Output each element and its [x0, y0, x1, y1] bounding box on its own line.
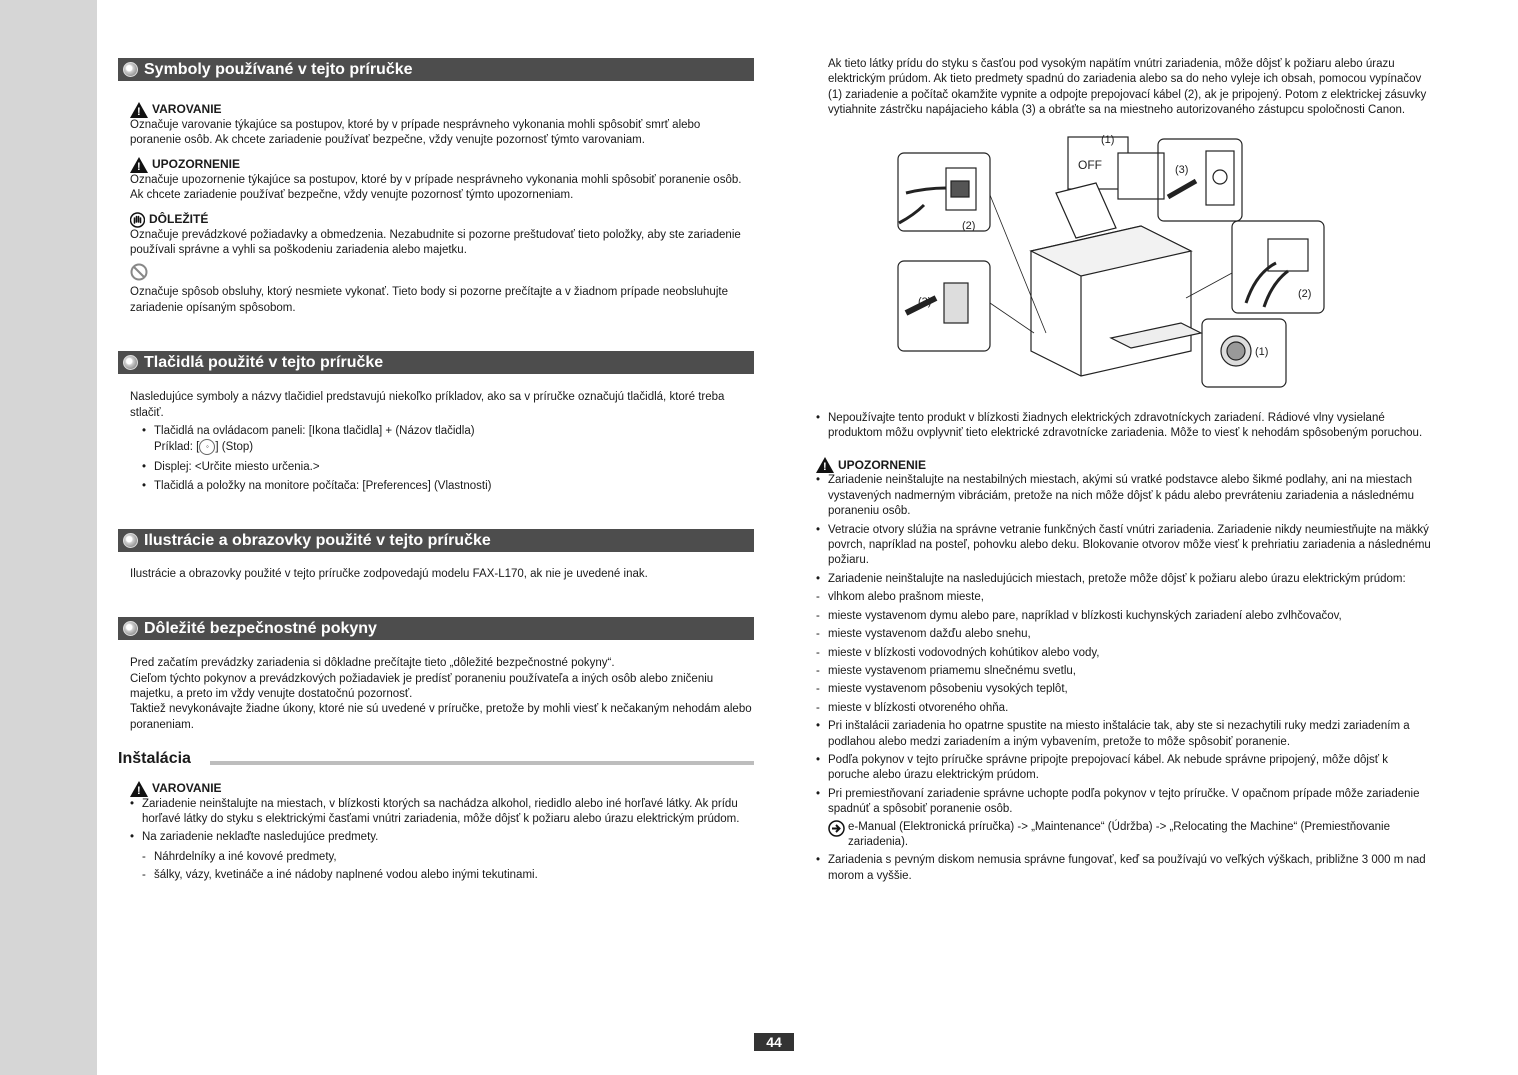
list-item: • Zariadenie neinštalujte na nasledujúcich miestach, pretože môže dôjsť k požiaru alebo úrazu elektrickým prúdom: [816, 572, 1432, 587]
caution-label [816, 457, 1432, 473]
section-title: Tlačidlá použité v tejto príručke [144, 354, 384, 372]
list-item: - mieste vystavenom pôsobeniu vysokých teplôt, [816, 682, 1432, 697]
section-title: Ilustrácie a obrazovky použité v tejto príručke [144, 531, 491, 549]
section-header-illustrations [118, 529, 754, 552]
caution-description: Označuje upozornenie týkajúce sa postupov, ktoré by v prípade nesprávneho vykonania mohli spôsobiť poranenie osôb. Ak chcete zariadenie používať bezpečne, vždy venujte pozornosť týmto upozorneniam. [130, 173, 742, 202]
caution-label [118, 157, 754, 173]
important-label [118, 212, 754, 228]
safety-line-3: Taktiež nevykonávajte žiadne úkony, ktoré nie sú uvedené v príručke, pretože by mohli viesť k nečakaným nehodám alebo poraneniam. [130, 703, 752, 731]
list-item: • Nepoužívajte tento produkt v blízkosti žiadnych elektrických zdravotníckych zariadení. Rádiové vlny vysielané produktom môžu ovplyvniť tieto elektrické zdravotnícke zariadenia. Môže to viesť k nehodám spôsobeným poruchou. [816, 411, 1432, 442]
list-item: • Pri inštalácii zariadenia ho opatrne spustite na miesto inštalácie tak, aby ste si nezachytili ruky medzi zariadením a podlahou alebo medzi zariadením a iným vybavením, pretože to môže spôsobiť poranenie. [816, 719, 1432, 750]
list-item: • Pri premiestňovaní zariadenie správne uchopte podľa pokynov v tejto príručke. V opačnom prípade môže zariadenie spadnúť a spôsobiť poranenie osôb. [816, 787, 1432, 818]
list-item: • Podľa pokynov v tejto príručke správne pripojte prepojovací kábel. Ak nebude správne pripojený, môže dôjsť k poruche alebo úrazu elektrickým prúdom. [816, 753, 1432, 784]
section-title: Dôležité bezpečnostné pokyny [144, 619, 377, 637]
list-item: - mieste v blízkosti otvoreného ohňa. [816, 701, 1432, 716]
safety-line-2: Cieľom týchto pokynov a prevádzkových požiadaviek je predísť poraneniu používateľa a iných osôb alebo zničeniu majetku, a preto im vždy venujte dostatočnú pozornosť. [130, 672, 714, 700]
list-item: - mieste vystavenom priamemu slnečnému svetlu, [816, 664, 1432, 679]
list-item: - Náhrdelníky a iné kovové predmety, [142, 850, 754, 865]
installation-title: Inštalácia [118, 750, 191, 768]
warning-label-text: VAROVANIE [152, 780, 222, 795]
caution-list-continued [816, 719, 1432, 817]
hand-stop-icon [130, 212, 145, 228]
list-item: - mieste vystavenom dymu alebo pare, napríklad v blízkosti kuchynských zariadení alebo zvlhčovačov, [816, 609, 1432, 624]
section-header-symbols [118, 58, 754, 81]
section-title: Symboly používané v tejto príručke [144, 60, 413, 78]
stop-button-icon: ◦ [199, 439, 215, 455]
heading-rule [210, 761, 754, 765]
altitude-list [816, 853, 1432, 884]
warning-triangle-icon [130, 157, 148, 173]
section-bullet-icon [123, 621, 138, 636]
section-header-buttons [118, 351, 754, 374]
caution-label-text: UPOZORNENIE [838, 457, 927, 472]
list-item: • Zariadenie neinštalujte na miestach, v blízkosti ktorých sa nachádza alkohol, riedidlo alebo iné horľavé látky. Ak prídu horľavé látky do styku s elektrickými časťami vnútri zariadenia, môže dôjsť k požiaru alebo úrazu elektrickým prúdom. [130, 797, 754, 828]
reference-arrow-icon [828, 820, 845, 837]
warning-triangle-icon [816, 457, 834, 473]
shutdown-illustration [896, 133, 1356, 393]
list-item: - mieste vystavenom dažďu alebo snehu, [816, 627, 1432, 642]
section-header-safety [118, 617, 754, 640]
list-item: • Tlačidlá a položky na monitore počítača: [Preferences] (Vlastnosti) [142, 479, 754, 494]
page-number: 44 [754, 1033, 794, 1051]
list-item: • Vetracie otvory slúžia na správne vetranie funkčných častí vnútri zariadenia. Zariadenie nikdy neumiestňujte na mäkký povrch, napríklad na posteľ, pohovku alebo deku. Blokovanie otvorov môže viesť k prehriatiu zariadenia a následnému požiaru. [816, 523, 1432, 569]
prohibited-description: Označuje spôsob obsluhy, ktorý nesmiete vykonať. Tieto body si pozorne prečítajte a v žiadnom prípade neobsluhujte zariadenie opísaným spôsobom. [130, 286, 728, 314]
installation-sublist [118, 850, 754, 884]
warning-triangle-icon [130, 102, 148, 118]
emanual-link[interactable]: e-Manual (Elektronická príručka) -> „Maintenance“ (Údržba) -> „Relocating the Machine“ (Premiestňovanie zariadenia). [848, 820, 1390, 848]
warning-description: Označuje varovanie týkajúce sa postupov, ktoré by v prípade nesprávneho vykonania mohli spôsobiť smrť alebo poranenie osôb. Ak chcete zariadenie používať bezpečne, vždy venujte pozornosť týmto varovaniam. [130, 119, 701, 147]
section-bullet-icon [123, 62, 138, 77]
page-margin-bar [0, 0, 97, 1075]
figure-label: (3) [1175, 163, 1189, 176]
figure-label: (2) [962, 219, 976, 232]
list-item: • Zariadenie neinštalujte na nestabilných miestach, akými sú vratké podstavce alebo šikmé podlahy, ani na miestach vystavených nadmerným vibráciám, pretože na nich môže dôjsť k pádu alebo prevráteniu zariadenia a následnému poraneniu osôb. [816, 473, 1432, 519]
list-item: - vlhkom alebo prašnom mieste, [816, 590, 1432, 605]
places-list [816, 590, 1432, 716]
prohibited-icon [130, 263, 148, 281]
intro-paragraph: Ak tieto látky prídu do styku s časťou pod vysokým napätím vnútri zariadenia, môže dôjsť k požiaru alebo úrazu elektrickým prúdom. Ak tieto predmety spadnú do zariadenia alebo sa do neho vyleje ich obsah, pomocou vypínačov (1) zariadenie a počítač okamžite vypnite a odpojte prepojovací kábel (2), ak je pripojený. Potom z elektrickej zásuvky vytiahnite zástrčku napájacieho kábla (3) a obráťte sa na miestneho autorizovaného zástupcu spoločnosti Canon. [828, 58, 1427, 117]
list-item: • Displej: <Určite miesto určenia.> [142, 460, 754, 475]
illustrations-text: Ilustrácie a obrazovky použité v tejto príručke zodpovedajú modelu FAX-L170, ak nie je uvedené inak. [130, 567, 648, 580]
figure-label: (2) [1298, 287, 1312, 300]
list-item: • Tlačidlá na ovládacom paneli: [Ikona tlačidla] + (Názov tlačidla) Príklad: [ ◦ ] (Stop) [142, 424, 754, 456]
warning-label-text: VAROVANIE [152, 102, 222, 117]
installation-heading [118, 751, 754, 766]
list-item: - mieste v blízkosti vodovodných kohútikov alebo vody, [816, 646, 1432, 661]
buttons-intro: Nasledujúce symboly a názvy tlačidiel predstavujú niekoľko príkladov, ako sa v príručke označujú tlačidlá, ktoré treba stlačiť. [130, 391, 725, 419]
figure-label: (1) [1101, 133, 1115, 146]
caution-list [816, 473, 1432, 587]
warning-triangle-icon [130, 781, 148, 797]
important-label-text: DÔLEŽITÉ [149, 211, 209, 226]
left-column [118, 58, 754, 887]
safety-line-1: Pred začatím prevádzky zariadenia si dôkladne prečítajte tieto „dôležité bezpečnostné pokyny“. [130, 657, 615, 670]
figure-label: (3) [918, 295, 932, 308]
section-bullet-icon [123, 533, 138, 548]
caution-label-text: UPOZORNENIE [152, 157, 241, 172]
important-description: Označuje prevádzkové požiadavky a obmedzenia. Nezabudnite si pozorne preštudovať tieto položky, aby ste zariadenie používali správne a vyhli sa poškodeniu zariadenia alebo majetku. [130, 228, 741, 257]
installation-warning-list [118, 797, 754, 846]
warning-label [118, 781, 754, 797]
buttons-list [118, 424, 754, 495]
figure-label: (1) [1255, 345, 1269, 358]
off-label: OFF [1078, 157, 1102, 172]
right-column [816, 57, 1432, 884]
emanual-reference [816, 820, 1432, 851]
list-item: • Zariadenia s pevným diskom nemusia správne fungovať, keď sa používajú vo veľkých výškach, približne 3 000 m nad morom a vyššie. [816, 853, 1432, 884]
list-item: - šálky, vázy, kvetináče a iné nádoby naplnené vodou alebo inými tekutinami. [142, 868, 754, 883]
warning-label [118, 102, 754, 118]
medical-list [816, 411, 1432, 442]
section-bullet-icon [123, 355, 138, 370]
list-item: • Na zariadenie neklaďte nasledujúce predmety. [130, 830, 754, 845]
